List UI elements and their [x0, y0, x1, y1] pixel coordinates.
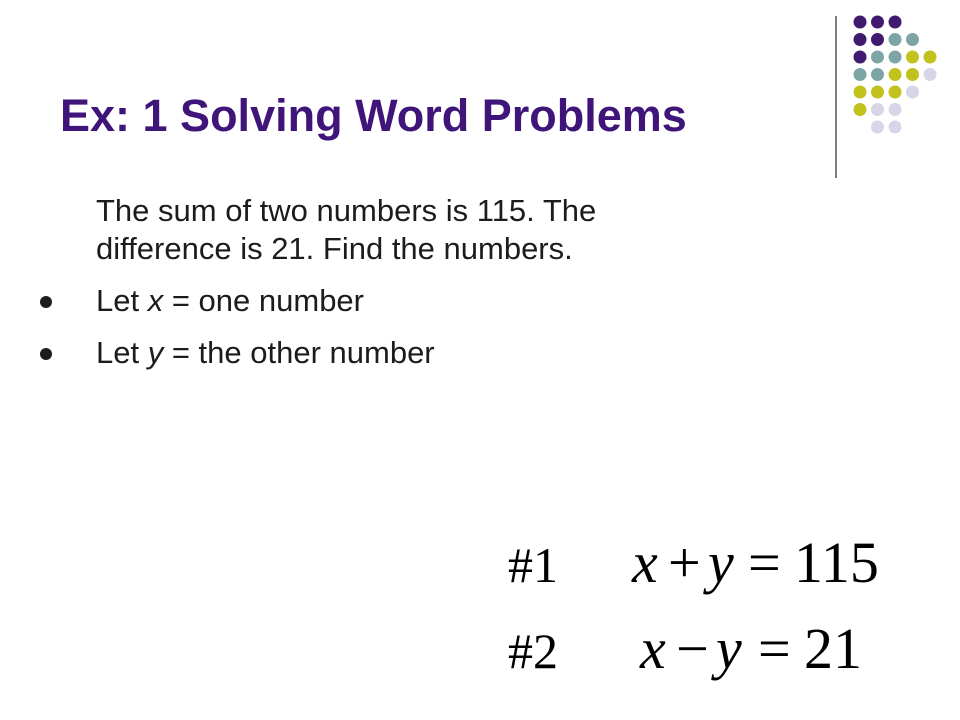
- decor-dot-teal: [871, 68, 884, 81]
- decor-dot-purple: [871, 33, 884, 46]
- decor-dot-olive: [924, 51, 937, 64]
- equation-operator: −: [676, 616, 709, 681]
- problem-line-2: difference is 21. Find the numbers.: [96, 231, 573, 266]
- decor-dot-olive: [889, 68, 902, 81]
- decor-dot-purple: [889, 16, 902, 29]
- equation-equals: =: [758, 616, 791, 681]
- decor-dot-olive: [871, 86, 884, 99]
- equation-operator: +: [668, 530, 701, 595]
- equation-1: [508, 530, 879, 595]
- equation-var-x: x: [632, 530, 658, 595]
- bullet-prefix: Let: [96, 283, 148, 318]
- decor-dot-teal: [889, 33, 902, 46]
- decor-dot-teal: [906, 33, 919, 46]
- decor-dot-olive: [906, 51, 919, 64]
- bullet-icon: [40, 296, 52, 308]
- decor-dot-olive: [854, 86, 867, 99]
- bullet-icon: [40, 348, 52, 360]
- decor-dot-purple: [854, 16, 867, 29]
- decor-dot-lavender: [871, 103, 884, 116]
- decor-dot-lavender: [924, 68, 937, 81]
- decor-dot-purple: [854, 33, 867, 46]
- bullet-prefix: Let: [96, 335, 148, 370]
- list-item: [96, 334, 796, 372]
- decor-dot-lavender: [889, 121, 902, 134]
- decor-dot-lavender: [889, 103, 902, 116]
- equation-var-y: y: [708, 530, 734, 595]
- decor-dot-lavender: [906, 86, 919, 99]
- equation-2: [508, 616, 862, 681]
- decor-dot-purple: [854, 51, 867, 64]
- decor-dot-teal: [889, 51, 902, 64]
- equation-label: #2: [508, 623, 558, 679]
- decor-dot-lavender: [871, 121, 884, 134]
- definition-list: [96, 282, 796, 372]
- equation-var-x: x: [640, 616, 666, 681]
- equation-rhs: 21: [804, 616, 862, 681]
- decor-dot-olive: [889, 86, 902, 99]
- slide-body: [96, 192, 796, 386]
- decor-dot-olive: [906, 68, 919, 81]
- bullet-suffix: = one number: [163, 283, 364, 318]
- slide-title: Ex: 1 Solving Word Problems: [60, 90, 687, 141]
- problem-line-1: The sum of two numbers is 115. The: [96, 193, 597, 228]
- equation-label: #1: [508, 537, 558, 593]
- decor-dot-teal: [871, 51, 884, 64]
- bullet-variable: x: [147, 283, 164, 318]
- equation-rhs: 115: [794, 530, 879, 595]
- bullet-suffix: = the other number: [163, 335, 435, 370]
- decor-dot-olive: [854, 103, 867, 116]
- dot-layer: [854, 16, 937, 134]
- equation-var-y: y: [716, 616, 742, 681]
- equation-equals: =: [748, 530, 781, 595]
- decor-dot-purple: [871, 16, 884, 29]
- problem-statement: [96, 192, 796, 268]
- list-item: [96, 282, 796, 320]
- bullet-variable: y: [147, 335, 164, 370]
- decor-dot-teal: [854, 68, 867, 81]
